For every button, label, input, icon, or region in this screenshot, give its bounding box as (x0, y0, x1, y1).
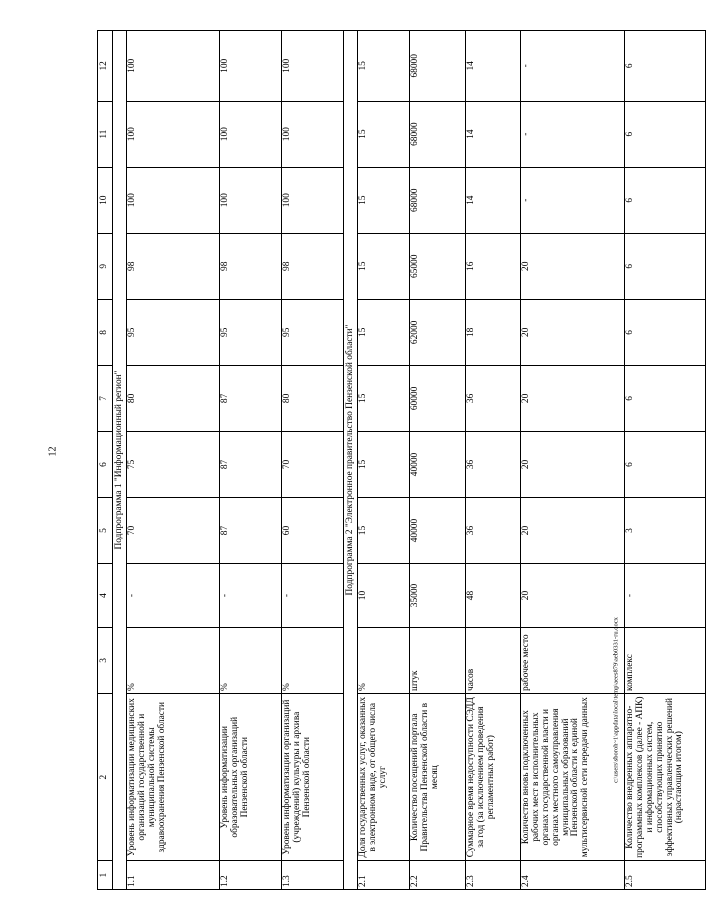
indicator-name: Количество посещений портала Правительства Пензенской области в месяц (410, 693, 466, 860)
value-cell: 95 (282, 299, 344, 365)
value-cell: 6 (625, 167, 706, 233)
page-number: 12 (47, 446, 59, 457)
value-cell: 14 (466, 167, 521, 233)
header-cell: 8 (98, 299, 113, 365)
table-row (625, 31, 706, 890)
header-cell: 5 (98, 498, 113, 564)
row-number: 2.4 (521, 861, 625, 890)
value-cell: 35000 (410, 564, 466, 628)
value-cell: 15 (358, 365, 410, 431)
value-cell: 3 (625, 498, 706, 564)
unit-cell: % (358, 627, 410, 693)
unit-cell: % (282, 627, 344, 693)
value-cell: 70 (282, 431, 344, 497)
table-row (466, 31, 521, 890)
value-cell: - (625, 564, 706, 628)
value-cell: 62000 (410, 299, 466, 365)
value-cell: 68000 (410, 31, 466, 102)
value-cell: 100 (127, 31, 220, 102)
value-cell: 6 (625, 365, 706, 431)
header-cell: 1 (98, 861, 113, 890)
header-cell: 9 (98, 233, 113, 299)
row-number: 2.3 (466, 861, 521, 890)
row-number: 1.3 (282, 861, 344, 890)
value-cell: 15 (358, 431, 410, 497)
value-cell: 20 (521, 564, 625, 628)
indicator-name: Доля государственных услуг, оказанных в электронном виде, от общего числа услуг (358, 693, 410, 860)
value-cell: 100 (220, 101, 282, 167)
row-number: 1.1 (127, 861, 220, 890)
indicator-name: Количество вновь подключенных рабочих мест в исполнительных органах государственной власти и органах местного самоуправления муниципальных образований Пензенской области к единой мультисервисной сети передачи данных (521, 693, 625, 860)
value-cell: 100 (220, 31, 282, 102)
header-cell: 2 (98, 693, 113, 860)
value-cell: - (521, 31, 625, 102)
header-row (98, 31, 113, 890)
value-cell: 100 (282, 101, 344, 167)
value-cell: 100 (127, 167, 220, 233)
unit-cell: часов (466, 627, 521, 693)
unit-cell: комплекс (625, 627, 706, 693)
value-cell: 14 (466, 101, 521, 167)
header-cell: 10 (98, 167, 113, 233)
value-cell: 100 (282, 31, 344, 102)
value-cell: 6 (625, 431, 706, 497)
table-row (282, 31, 344, 890)
value-cell: 6 (625, 299, 706, 365)
value-cell: 60000 (410, 365, 466, 431)
value-cell: 15 (358, 101, 410, 167)
unit-cell: штук (410, 627, 466, 693)
value-cell: 87 (220, 431, 282, 497)
value-cell: - (521, 167, 625, 233)
unit-cell: % (127, 627, 220, 693)
value-cell: 15 (358, 498, 410, 564)
row-number: 2.5 (625, 861, 706, 890)
footer-path: c:\users\sboroh~1\appdata\local\temp\aees879\aeb0331-ru.docx (612, 617, 620, 783)
row-number: 2.1 (358, 861, 410, 890)
value-cell: 15 (358, 299, 410, 365)
subprogram-title: Подпрограмма 1 "Информационный регион" (113, 31, 127, 890)
header-cell: 3 (98, 627, 113, 693)
value-cell: 98 (220, 233, 282, 299)
header-cell: 11 (98, 101, 113, 167)
value-cell: - (282, 564, 344, 628)
indicator-name: Уровень информатизации медицинских организаций государственной и муниципальной системы здравоохранения Пензенской области (127, 693, 220, 860)
value-cell: 100 (127, 101, 220, 167)
value-cell: 70 (127, 498, 220, 564)
value-cell: 6 (625, 31, 706, 102)
value-cell: 98 (127, 233, 220, 299)
value-cell: 68000 (410, 167, 466, 233)
header-cell: 6 (98, 431, 113, 497)
value-cell: 80 (282, 365, 344, 431)
header-cell: 12 (98, 31, 113, 102)
table-row (410, 31, 466, 890)
subprogram-row (113, 31, 127, 890)
indicator-name: Суммарное время недоступности СЭДД за год (за исключением проведения регламентных работ) (466, 693, 521, 860)
value-cell: 36 (466, 498, 521, 564)
indicator-name: Количество внедренных аппаратно-программных комплексов (далее - АПК) и информационных систем, способствующих принятию эффективных управленческих решений (нарастающим итогом) (625, 693, 706, 860)
value-cell: 65000 (410, 233, 466, 299)
table-row (127, 31, 220, 890)
value-cell: 95 (220, 299, 282, 365)
value-cell: 15 (358, 233, 410, 299)
header-cell: 4 (98, 564, 113, 628)
value-cell: 15 (358, 31, 410, 102)
value-cell: 20 (521, 365, 625, 431)
value-cell: 48 (466, 564, 521, 628)
value-cell: 40000 (410, 498, 466, 564)
value-cell: 95 (127, 299, 220, 365)
table-row (358, 31, 410, 890)
row-number: 2.2 (410, 861, 466, 890)
subprogram-row (344, 31, 358, 890)
value-cell: - (521, 101, 625, 167)
value-cell: 6 (625, 101, 706, 167)
value-cell: 60 (282, 498, 344, 564)
value-cell: 6 (625, 233, 706, 299)
value-cell: 75 (127, 431, 220, 497)
value-cell: 10 (358, 564, 410, 628)
unit-cell: рабочее место (521, 627, 625, 693)
value-cell: 20 (521, 233, 625, 299)
value-cell: 87 (220, 365, 282, 431)
value-cell: 15 (358, 167, 410, 233)
value-cell: 36 (466, 431, 521, 497)
table-row (521, 31, 625, 890)
value-cell: - (127, 564, 220, 628)
row-number: 1.2 (220, 861, 282, 890)
subprogram-title: Подпрограмма 2 "Электронное правительство Пензенской области" (344, 31, 358, 890)
indicator-name: Уровень информатизации образовательных организаций Пензенской области (220, 693, 282, 860)
value-cell: 20 (521, 431, 625, 497)
value-cell: 18 (466, 299, 521, 365)
value-cell: 20 (521, 498, 625, 564)
value-cell: 80 (127, 365, 220, 431)
value-cell: 100 (282, 167, 344, 233)
value-cell: 98 (282, 233, 344, 299)
value-cell: 16 (466, 233, 521, 299)
header-cell: 7 (98, 365, 113, 431)
value-cell: 40000 (410, 431, 466, 497)
table-row (220, 31, 282, 890)
value-cell: 14 (466, 31, 521, 102)
unit-cell: % (220, 627, 282, 693)
footer (612, 617, 626, 783)
value-cell: 68000 (410, 101, 466, 167)
value-cell: 100 (220, 167, 282, 233)
value-cell: 87 (220, 498, 282, 564)
indicator-name: Уровень информатизации организаций (учреждений) культуры и архива Пензенской области (282, 693, 344, 860)
value-cell: 36 (466, 365, 521, 431)
value-cell: - (220, 564, 282, 628)
value-cell: 20 (521, 299, 625, 365)
